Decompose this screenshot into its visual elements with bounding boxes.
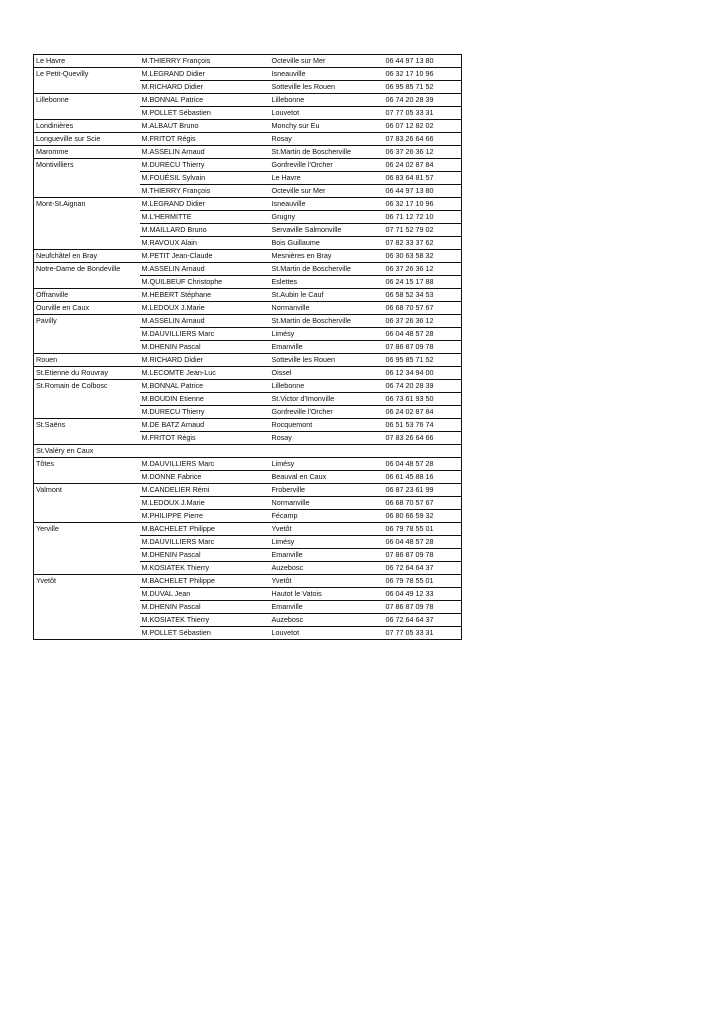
town-cell xyxy=(34,406,140,419)
city-cell: Rosay xyxy=(270,133,384,146)
town-cell: St.Etienne du Rouvray xyxy=(34,367,140,380)
contact-name-cell: M.DAUVILLIERS Marc xyxy=(140,536,270,549)
phone-cell: 06 07 12 82 02 xyxy=(384,120,462,133)
contact-name-cell: M.FOUÉSIL Sylvain xyxy=(140,172,270,185)
phone-cell: 06 79 78 55 01 xyxy=(384,575,462,588)
city-cell xyxy=(270,445,384,458)
table-row xyxy=(34,497,462,510)
city-cell: Sotteville les Rouen xyxy=(270,354,384,367)
phone-cell: 06 37 26 36 12 xyxy=(384,263,462,276)
contact-name-cell: M.DHENIN Pascal xyxy=(140,341,270,354)
city-cell: Mesnières en Bray xyxy=(270,250,384,263)
town-cell xyxy=(34,211,140,224)
town-cell xyxy=(34,471,140,484)
town-cell: Rouen xyxy=(34,354,140,367)
city-cell: Yvetôt xyxy=(270,575,384,588)
table-row xyxy=(34,315,462,328)
table-row xyxy=(34,471,462,484)
table-row xyxy=(34,445,462,458)
phone-cell: 07 86 87 09 78 xyxy=(384,549,462,562)
town-cell xyxy=(34,562,140,575)
phone-cell: 06 37 26 36 12 xyxy=(384,315,462,328)
town-cell xyxy=(34,341,140,354)
town-cell: Notre-Dame de Bondeville xyxy=(34,263,140,276)
contacts-table-body xyxy=(34,55,462,640)
town-cell xyxy=(34,107,140,120)
phone-cell: 06 51 53 76 74 xyxy=(384,419,462,432)
phone-cell: 06 32 17 10 96 xyxy=(384,68,462,81)
city-cell: Isneauville xyxy=(270,198,384,211)
contact-name-cell: M.FRITOT Régis xyxy=(140,432,270,445)
city-cell: Bois Guillaume xyxy=(270,237,384,250)
phone-cell: 06 61 45 88 16 xyxy=(384,471,462,484)
city-cell: Octeville sur Mer xyxy=(270,185,384,198)
city-cell: Sotteville les Rouen xyxy=(270,81,384,94)
town-cell: Maromme xyxy=(34,146,140,159)
contact-name-cell: M.LECOMTE Jean-Luc xyxy=(140,367,270,380)
town-cell xyxy=(34,237,140,250)
contact-name-cell: M.DAUVILLIERS Marc xyxy=(140,458,270,471)
table-row xyxy=(34,549,462,562)
town-cell xyxy=(34,393,140,406)
phone-cell: 06 24 02 87 84 xyxy=(384,159,462,172)
contact-name-cell: M.DURECU Thierry xyxy=(140,406,270,419)
contact-name-cell: M.KOSIATEK Thierry xyxy=(140,562,270,575)
city-cell: Grugny xyxy=(270,211,384,224)
table-row xyxy=(34,575,462,588)
town-cell: Pavilly xyxy=(34,315,140,328)
table-row xyxy=(34,172,462,185)
contact-name-cell: M.DUVAL Jean xyxy=(140,588,270,601)
city-cell: Limésy xyxy=(270,458,384,471)
contact-name-cell: M.LEDOUX J.Marie xyxy=(140,302,270,315)
contact-name-cell: M.ASSELIN Arnaud xyxy=(140,315,270,328)
contact-name-cell: M.DHENIN Pascal xyxy=(140,549,270,562)
phone-cell: 06 95 85 71 52 xyxy=(384,81,462,94)
phone-cell: 06 04 48 57 28 xyxy=(384,328,462,341)
table-row xyxy=(34,107,462,120)
town-cell xyxy=(34,276,140,289)
town-cell: Neufchâtel en Bray xyxy=(34,250,140,263)
town-cell xyxy=(34,614,140,627)
contact-name-cell: M.RICHARD Didier xyxy=(140,354,270,367)
table-row xyxy=(34,289,462,302)
phone-cell: 07 86 87 09 78 xyxy=(384,601,462,614)
table-row xyxy=(34,380,462,393)
phone-cell: 06 24 15 17 88 xyxy=(384,276,462,289)
phone-cell: 07 83 26 64 66 xyxy=(384,432,462,445)
town-cell: Mont-St.Aignan xyxy=(34,198,140,211)
phone-cell: 06 12 34 94 00 xyxy=(384,367,462,380)
city-cell: Fécamp xyxy=(270,510,384,523)
contacts-table xyxy=(33,54,462,640)
table-row xyxy=(34,237,462,250)
phone-cell: 06 72 64 64 37 xyxy=(384,614,462,627)
table-row xyxy=(34,419,462,432)
table-row xyxy=(34,614,462,627)
town-cell xyxy=(34,510,140,523)
contact-name-cell: M.MAILLARD Bruno xyxy=(140,224,270,237)
phone-cell: 06 73 61 93 50 xyxy=(384,393,462,406)
phone-cell: 06 32 17 10 96 xyxy=(384,198,462,211)
phone-cell: 06 68 70 57 67 xyxy=(384,497,462,510)
phone-cell: 07 82 33 37 62 xyxy=(384,237,462,250)
contact-name-cell: M.DAUVILLIERS Marc xyxy=(140,328,270,341)
city-cell: Le Havre xyxy=(270,172,384,185)
table-row xyxy=(34,94,462,107)
table-row xyxy=(34,367,462,380)
town-cell: St.Romain de Colbosc xyxy=(34,380,140,393)
contact-name-cell: M.ASSELIN Arnaud xyxy=(140,146,270,159)
phone-cell: 06 37 26 36 12 xyxy=(384,146,462,159)
phone-cell: 06 24 02 87 84 xyxy=(384,406,462,419)
city-cell: Oissel xyxy=(270,367,384,380)
city-cell: Lillebonne xyxy=(270,380,384,393)
town-cell: Offranville xyxy=(34,289,140,302)
city-cell: St.Martin de Boscherville xyxy=(270,315,384,328)
contact-name-cell: M.DHENIN Pascal xyxy=(140,601,270,614)
phone-cell: 06 04 48 57 28 xyxy=(384,536,462,549)
contact-name-cell: M.POLLET Sébastien xyxy=(140,627,270,640)
phone-cell: 07 77 05 33 31 xyxy=(384,107,462,120)
town-cell xyxy=(34,432,140,445)
town-cell: Longueville sur Scie xyxy=(34,133,140,146)
contact-name-cell: M.FRITOT Régis xyxy=(140,133,270,146)
table-row xyxy=(34,588,462,601)
city-cell: Normanville xyxy=(270,497,384,510)
city-cell: Servaville Salmonville xyxy=(270,224,384,237)
contact-name-cell: M.ALBAUT Bruno xyxy=(140,120,270,133)
phone-cell: 06 87 23 61 99 xyxy=(384,484,462,497)
town-cell: Yvetôt xyxy=(34,575,140,588)
table-row xyxy=(34,341,462,354)
city-cell: Monchy sur Eu xyxy=(270,120,384,133)
table-row xyxy=(34,354,462,367)
phone-cell: 06 95 85 71 52 xyxy=(384,354,462,367)
city-cell: Hautot le Vatois xyxy=(270,588,384,601)
contact-name-cell: M.PETIT Jean-Claude xyxy=(140,250,270,263)
city-cell: St.Martin de Boscherville xyxy=(270,146,384,159)
city-cell: Limésy xyxy=(270,536,384,549)
contact-name-cell: M.BACHELET Philippe xyxy=(140,523,270,536)
city-cell: Rosay xyxy=(270,432,384,445)
city-cell: Limésy xyxy=(270,328,384,341)
table-row xyxy=(34,432,462,445)
contact-name-cell: M.BACHELET Philippe xyxy=(140,575,270,588)
contact-name-cell: M.CANDELIER Rémi xyxy=(140,484,270,497)
city-cell: Eslettes xyxy=(270,276,384,289)
city-cell: Froberville xyxy=(270,484,384,497)
town-cell xyxy=(34,549,140,562)
table-row xyxy=(34,302,462,315)
town-cell: Le Havre xyxy=(34,55,140,68)
contact-name-cell: M.LEGRAND Didier xyxy=(140,198,270,211)
town-cell xyxy=(34,588,140,601)
town-cell: Montivilliers xyxy=(34,159,140,172)
phone-cell xyxy=(384,445,462,458)
town-cell xyxy=(34,627,140,640)
city-cell: Lillebonne xyxy=(270,94,384,107)
town-cell: Yerville xyxy=(34,523,140,536)
table-row xyxy=(34,328,462,341)
contact-name-cell: M.BONNAL Patrice xyxy=(140,380,270,393)
town-cell: Ourville en Caux xyxy=(34,302,140,315)
phone-cell: 06 04 48 57 28 xyxy=(384,458,462,471)
contact-name-cell: M.DURECU Thierry xyxy=(140,159,270,172)
city-cell: Emanville xyxy=(270,549,384,562)
phone-cell: 06 68 70 57 67 xyxy=(384,302,462,315)
town-cell: Le Petit-Quevilly xyxy=(34,68,140,81)
table-row xyxy=(34,393,462,406)
contact-name-cell xyxy=(140,445,270,458)
phone-cell: 07 77 05 33 31 xyxy=(384,627,462,640)
contact-name-cell: M.RICHARD Didier xyxy=(140,81,270,94)
table-row xyxy=(34,250,462,263)
phone-cell: 07 83 26 64 66 xyxy=(384,133,462,146)
phone-cell: 07 86 87 09 78 xyxy=(384,341,462,354)
table-row xyxy=(34,159,462,172)
phone-cell: 06 80 66 59 32 xyxy=(384,510,462,523)
table-row xyxy=(34,146,462,159)
phone-cell: 06 74 20 28 39 xyxy=(384,94,462,107)
contact-name-cell: M.THIERRY François xyxy=(140,55,270,68)
contact-name-cell: M.QUILBEUF Christophe xyxy=(140,276,270,289)
contact-name-cell: M.ASSELIN Arnaud xyxy=(140,263,270,276)
contact-name-cell: M.PHILIPPE Pierre xyxy=(140,510,270,523)
city-cell: Emanville xyxy=(270,601,384,614)
table-row xyxy=(34,601,462,614)
town-cell xyxy=(34,536,140,549)
table-row xyxy=(34,198,462,211)
city-cell: Beauval en Caux xyxy=(270,471,384,484)
table-row xyxy=(34,81,462,94)
table-row xyxy=(34,484,462,497)
city-cell: Normanville xyxy=(270,302,384,315)
contact-name-cell: M.LEDOUX J.Marie xyxy=(140,497,270,510)
contact-name-cell: M.RAVOUX Alain xyxy=(140,237,270,250)
phone-cell: 06 71 12 72 10 xyxy=(384,211,462,224)
table-row xyxy=(34,211,462,224)
city-cell: St.Victor d'Imonville xyxy=(270,393,384,406)
contact-name-cell: M.THIERRY François xyxy=(140,185,270,198)
table-row xyxy=(34,55,462,68)
table-row xyxy=(34,263,462,276)
phone-cell: 06 30 63 58 32 xyxy=(384,250,462,263)
table-row xyxy=(34,562,462,575)
town-cell: St.Saëns xyxy=(34,419,140,432)
table-row xyxy=(34,627,462,640)
contact-name-cell: M.L'HERMITTE xyxy=(140,211,270,224)
phone-cell: 06 83 64 81 57 xyxy=(384,172,462,185)
city-cell: Yvetôt xyxy=(270,523,384,536)
contact-name-cell: M.POLLET Sébastien xyxy=(140,107,270,120)
table-row xyxy=(34,224,462,237)
city-cell: Auzebosc xyxy=(270,614,384,627)
city-cell: St.Aubin le Cauf xyxy=(270,289,384,302)
town-cell xyxy=(34,185,140,198)
phone-cell: 06 04 49 12 33 xyxy=(384,588,462,601)
table-row xyxy=(34,185,462,198)
town-cell: Lillebonne xyxy=(34,94,140,107)
table-row xyxy=(34,536,462,549)
town-cell: Tôtes xyxy=(34,458,140,471)
table-row xyxy=(34,133,462,146)
city-cell: Octeville sur Mer xyxy=(270,55,384,68)
phone-cell: 06 74 20 28 39 xyxy=(384,380,462,393)
contact-name-cell: M.DE BATZ Arnaud xyxy=(140,419,270,432)
phone-cell: 06 72 64 64 37 xyxy=(384,562,462,575)
town-cell: Londinières xyxy=(34,120,140,133)
city-cell: Gonfreville l'Orcher xyxy=(270,159,384,172)
table-row xyxy=(34,458,462,471)
town-cell xyxy=(34,172,140,185)
city-cell: Emanville xyxy=(270,341,384,354)
city-cell: Auzebosc xyxy=(270,562,384,575)
phone-cell: 06 44 97 13 80 xyxy=(384,55,462,68)
town-cell xyxy=(34,497,140,510)
table-row xyxy=(34,406,462,419)
city-cell: Louvetot xyxy=(270,627,384,640)
phone-cell: 07 71 52 79 02 xyxy=(384,224,462,237)
table-row xyxy=(34,523,462,536)
town-cell: Valmont xyxy=(34,484,140,497)
city-cell: Gonfreville l'Orcher xyxy=(270,406,384,419)
table-row xyxy=(34,276,462,289)
table-row xyxy=(34,68,462,81)
table-row xyxy=(34,120,462,133)
contact-name-cell: M.HEBERT Stéphane xyxy=(140,289,270,302)
city-cell: St.Martin de Boscherville xyxy=(270,263,384,276)
contact-name-cell: M.KOSIATEK Thierry xyxy=(140,614,270,627)
town-cell xyxy=(34,81,140,94)
city-cell: Louvetot xyxy=(270,107,384,120)
city-cell: Rocquemont xyxy=(270,419,384,432)
phone-cell: 06 58 52 34 53 xyxy=(384,289,462,302)
phone-cell: 06 44 97 13 80 xyxy=(384,185,462,198)
town-cell: St.Valéry en Caux xyxy=(34,445,140,458)
contact-name-cell: M.BONNAL Patrice xyxy=(140,94,270,107)
contact-name-cell: M.LEGRAND Didier xyxy=(140,68,270,81)
town-cell xyxy=(34,601,140,614)
contact-name-cell: M.BOUDIN Etienne xyxy=(140,393,270,406)
phone-cell: 06 79 78 55 01 xyxy=(384,523,462,536)
city-cell: Isneauville xyxy=(270,68,384,81)
town-cell xyxy=(34,328,140,341)
contact-name-cell: M.DONNE Fabrice xyxy=(140,471,270,484)
table-row xyxy=(34,510,462,523)
town-cell xyxy=(34,224,140,237)
